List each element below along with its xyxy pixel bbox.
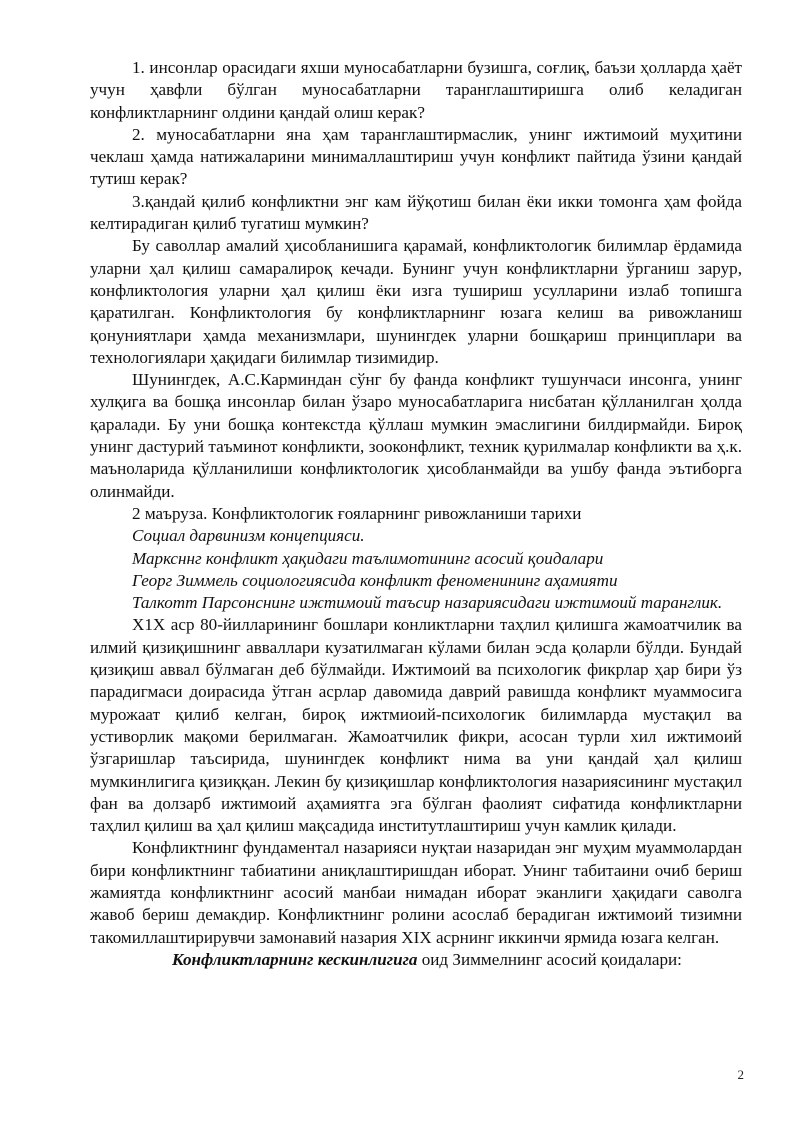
topic-4: Талкотт Парсонснинг ижтимоий таъсир назариясидаги ижтимоий таранглик. (132, 593, 723, 613)
topic-1: Социал дарвинизм концепцияси. (132, 526, 365, 546)
question-1: 1. инсонлар орасидаги яхши муносабатларни бузишга, соғлиқ, баъзи ҳолларда ҳаёт учун ҳавфли бўлган муносабатларни таранглаштиришга олиб келадиган конфликтларнинг олдини қандай олиш керак? (90, 58, 742, 122)
lecture-title: 2 маъруза. Конфликтологик ғояларнинг ривожланиши тарихи (132, 503, 582, 523)
paragraph-fundamental-theory: Конфликтнинг фундаментал назарияси нуқтаи назаридан энг муҳим муаммолардан бири конфликтнинг табиатини аниқлаштиришдан иборат. Унинг табитаини очиб бериш жамиятда конфликтнинг асосий манбаи нимадан иборат эканлиги ҳақидаги саволга жавоб бериш демакдир. Конфликтнинг ролини асослаб берадиган ижтимоий тизимни такомиллаштирирувчи замонавий назария XIX асрнинг иккинчи ярмида юзага келган. (90, 838, 742, 947)
topic-2: Марксннг конфликт ҳақидаги таълимотининг асосий қоидалари (132, 548, 604, 568)
question-2: 2. муносабатларни яна ҳам таранглаштирмаслик, унинг ижтимоий муҳитини чеклаш ҳамда натижаларини минималлаштириш учун конфликт пайтида ўзини қандай тутиш керак? (90, 124, 742, 189)
topic-3: Георг Зиммель социологиясида конфликт феноменининг аҳамияти (132, 570, 618, 590)
page-number: 2 (737, 1067, 744, 1082)
paragraph-karmin: Шунингдек, А.С.Карминдан сўнг бу фанда конфликт тушунчаси инсонга, унинг хулқига ва бошқа инсонлар билан ўзаро муносабатларига нисбатан қўлланилган ҳолда қаралади. Бу уни бошқа контекстда қўллаш мумкин эмаслигини билдирмайди. Бироқ унинг дастурий таъминот конфликти, зооконфликт, техник қурилмалар конфликти ва ҳ.к. маъноларида қўлланилиши конфликтологик ҳисобланмайди ва ушбу фанда эътиборга олинмайди. (90, 370, 742, 501)
paragraph-xix-century: Х1Х аср 80-йилларининг бошлари конликтларни таҳлил қилишга жамоатчилик ва илмий қизиқишнинг авваллари кузатилмаган кўлами билан эсда қоларли бўлди. Бундай қизиқиш аввал бўлмаган деб бўлмайди. Ижтимоий ва психологик фикрлар ҳар бири ўз парадигмаси доирасида ўтган асрлар давомида даврий равишда конфликт муаммосига мурожаат қилиб келган, бироқ ижтмиоий-психологик билимларда мустақил ва устиворлик мақоми берилмаган. Жамоатчилик фикри, асосан турли хил ижтимоий ўзгаришлар таъсирида, шунингдек конфликт нима ва уни қандай ҳал қилиш мумкинлигига қизиққан. Лекин бу қизиқишлар конфликтология назариясининг мустақил фан ва долзарб ижтимоий аҳамиятга эга бўлган фаолият сифатида конфликтларни таҳлил қилиш ва ҳал қилиш мақсадида институтлаштириш учун камлик қилади. (90, 615, 742, 836)
simmel-intro-rest: оид Зиммелнинг асосий қоидалари: (417, 949, 682, 969)
question-3: 3.қандай қилиб конфликтни энг кам йўқотиш билан ёки икки томонга ҳам фойда келтирадиган қилиб тугатиш мумкин? (90, 191, 742, 234)
paragraph-answers: Бу саволлар амалий ҳисобланишига қарамай, конфликтологик билимлар ёрдамида уларни ҳал қилиш самаралироқ кечади. Бунинг учун конфликтларни ўрганиш зарур, конфликтология уларни ҳал қилиш ёки изга тушириш усулларини излаб топишга қаратилган. Конфликтология бу конфликтларнинг юзага келиш ва ривожланиш қонуниятлари ҳамда механизмлари, шунингдек уларни бошқариш принциплари ва технологиялари ҳақидаги билимлар тизимидир. (90, 236, 742, 367)
document-page (90, 57, 742, 971)
simmel-intro-bold: Конфликтларнинг кескинлигига (172, 949, 418, 969)
paragraph-simmel-intro (90, 949, 742, 971)
